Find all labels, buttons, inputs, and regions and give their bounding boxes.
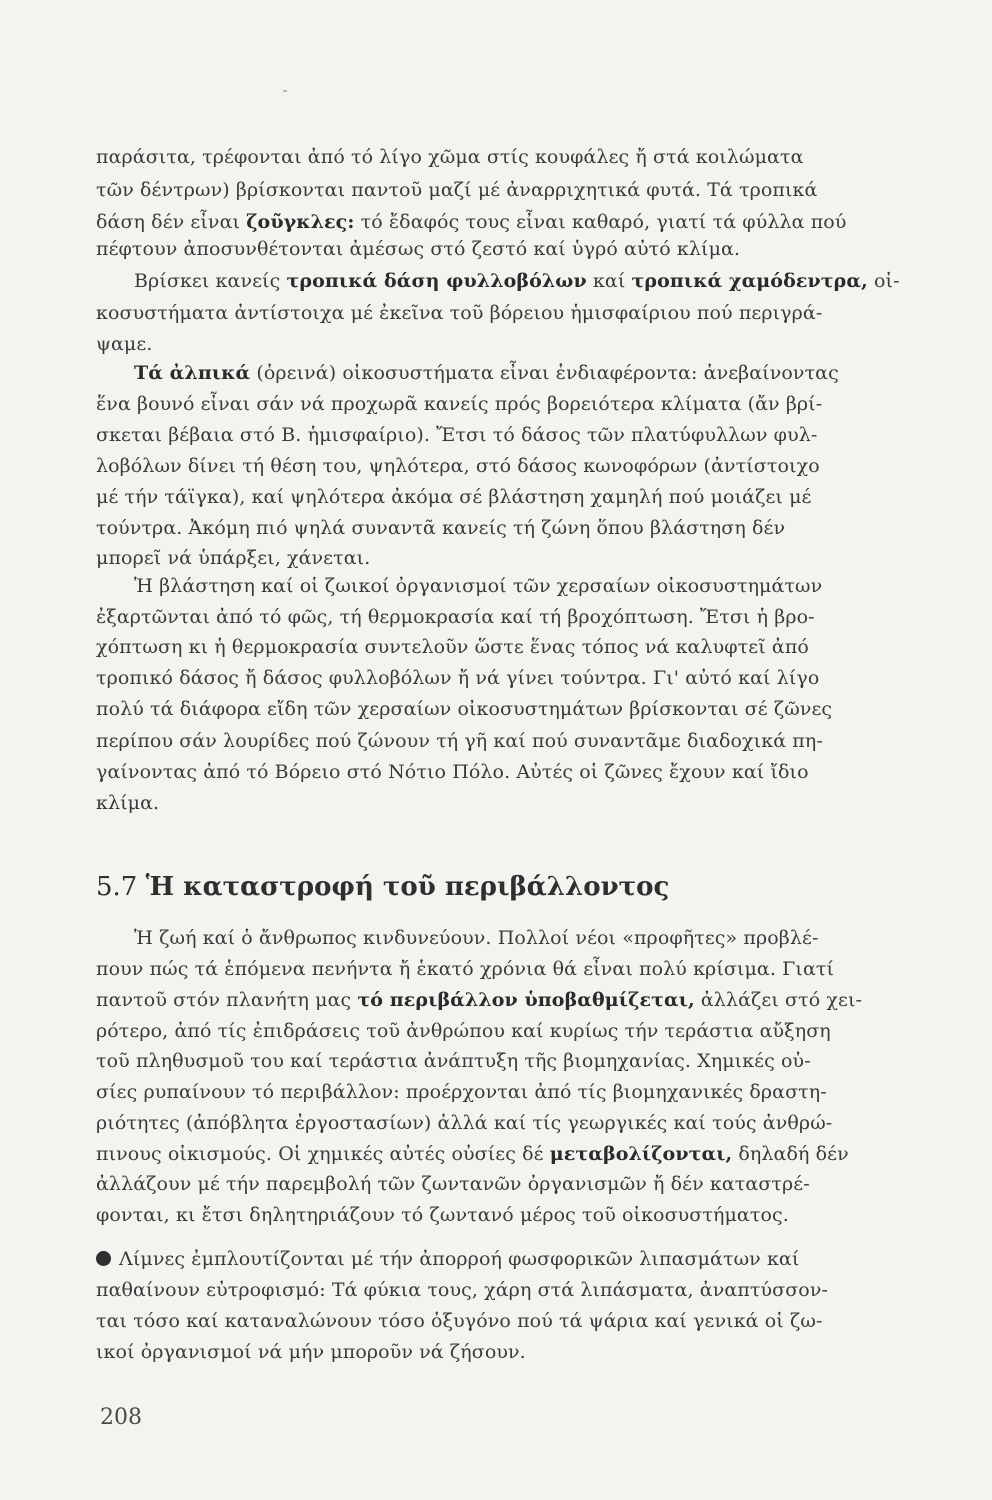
- bold-term: μεταβολίζονται,: [549, 1143, 733, 1165]
- text-line: παράσιτα, τρέφονται ἀπό τό λίγο χῶμα στίς κουφάλες ἤ στά κοιλώματα: [96, 146, 804, 168]
- text-line: τοῦ πληθυσμοῦ του καί τεράστια ἀνάπτυξη τῆς βιομηχανίας. Χημικές οὐ-: [96, 1050, 811, 1072]
- text-line: ἀλλάζουν μέ τήν παρεμβολή τῶν ζωντανῶν ὀργανισμῶν ἤ δέν καταστρέ-: [96, 1173, 810, 1195]
- text-line: Ἡ βλάστηση καί οἱ ζωικοί ὀργανισμοί τῶν χερσαίων οἰκοσυστημάτων: [134, 575, 823, 597]
- text-line: μέ τήν τάϊγκα), καί ψηλότερα ἀκόμα σέ βλάστηση χαμηλή πού μοιάζει μέ: [96, 486, 812, 508]
- text-line: φονται, κι ἔτσι δηλητηριάζουν τό ζωντανό μέρος τοῦ οἰκοσυστήματος.: [96, 1204, 789, 1226]
- text-line: ψαμε.: [96, 333, 153, 355]
- text-line: ται τόσο καί καταναλώνουν τόσο ὀξυγόνο πού τά ψάρια καί γενικά οἱ ζω-: [96, 1310, 823, 1332]
- section-title: Ἡ καταστροφή τοῦ περιβάλλοντος: [145, 872, 670, 902]
- text-line: τῶν δέντρων) βρίσκονται παντοῦ μαζί μέ ἀναρριχητικά φυτά. Τά τροπικά: [96, 179, 818, 201]
- bold-term: Τά ἀλπικά: [134, 362, 251, 384]
- text-line: μπορεῖ νά ὑπάρξει, χάνεται.: [96, 547, 371, 569]
- text-line: ριότητες (ἀπόβλητα ἐργοστασίων) ἀλλά καί τίς γεωργικές καί τούς ἀνθρώ-: [96, 1112, 833, 1134]
- text-line: τροπικό δάσος ἤ δάσος φυλλοβόλων ἤ νά γίνει τούντρα. Γι' αὐτό καί λίγο: [96, 667, 820, 689]
- text-line: πέφτουν ἀποσυνθέτονται ἀμέσως στό ζεστό καί ὑγρό αὐτό κλίμα.: [96, 238, 741, 260]
- bold-term: τό περιβάλλον ὑποβαθμίζεται,: [357, 989, 695, 1011]
- text-line: περίπου σάν λουρίδες πού ζώνουν τή γῆ καί πού συναντᾶμε διαδοχικά πη-: [96, 730, 823, 752]
- text-line: χόπτωση κι ἡ θερμοκρασία συντελοῦν ὥστε ἕνας τόπος νά καλυφτεῖ ἀπό: [96, 636, 809, 658]
- text-line: παντοῦ στόν πλανήτη μας τό περιβάλλον ὑποβαθμίζεται, ἀλλάζει στό χει-: [96, 989, 863, 1011]
- text-line: Τά ἀλπικά (ὀρεινά) οἰκοσυστήματα εἶναι ἐνδιαφέροντα: ἀνεβαίνοντας: [134, 362, 839, 384]
- text-line: Ἡ ζωή καί ὁ ἄνθρωπος κινδυνεύουν. Πολλοί νέοι «προφῆτες» προβλέ-: [134, 927, 819, 949]
- section-heading: [96, 870, 669, 904]
- bullet-item: Λίμνες ἐμπλουτίζονται μέ τήν ἀπορροή φωσφορικῶν λιπασμάτων καί: [96, 1246, 898, 1272]
- text-line: πουν πώς τά ἑπόμενα πενήντα ἤ ἑκατό χρόνια θά εἶναι πολύ κρίσιμα. Γιατί: [96, 958, 835, 980]
- text-line: γαίνοντας ἀπό τό Βόρειο στό Νότιο Πόλο. Αὐτές οἱ ζῶνες ἔχουν καί ἴδιο: [96, 761, 809, 783]
- text-line: ἐξαρτῶνται ἀπό τό φῶς, τή θερμοκρασία καί τή βροχόπτωση. Ἔτσι ἡ βρο-: [96, 606, 815, 628]
- text-line: πολύ τά διάφορα εἴδη τῶν χερσαίων οἰκοσυστημάτων βρίσκονται σέ ζῶνες: [96, 698, 833, 720]
- text-line: παθαίνουν εὐτροφισμό: Τά φύκια τους, χάρη στά λιπάσματα, ἀναπτύσσον-: [96, 1279, 829, 1301]
- text-line: κοσυστήματα ἀντίστοιχα μέ ἐκεῖνα τοῦ βόρειου ἡμισφαίριου πού περιγρά-: [96, 302, 823, 324]
- text-line: λοβόλων δίνει τή θέση του, ψηλότερα, στό δάσος κωνοφόρων (ἀντίστοιχο: [96, 455, 820, 477]
- page-number: 208: [100, 1405, 142, 1430]
- text-line: δάση δέν εἶναι ζοῦγκλες: τό ἔδαφός τους εἶναι καθαρό, γιατί τά φύλλα πού: [96, 211, 847, 233]
- bullet-icon: [96, 1251, 111, 1266]
- text-line: ἕνα βουνό εἶναι σάν νά προχωρᾶ κανείς πρός βορειότερα κλίματα (ἄν βρί-: [96, 393, 823, 415]
- text-line: Βρίσκει κανείς τροπικά δάση φυλλοβόλων καί τροπικά χαμόδεντρα, οἰ-: [134, 270, 900, 292]
- text-line: σκεται βέβαια στό Β. ἡμισφαίριο). Ἔτσι τό δάσος τῶν πλατύφυλλων φυλ-: [96, 424, 818, 446]
- bold-term: τροπικά χαμόδεντρα,: [631, 270, 868, 292]
- text-line: ρότερο, ἀπό τίς ἐπιδράσεις τοῦ ἀνθρώπου καί κυρίως τήν τεράστια αὔξηση: [96, 1020, 831, 1042]
- section-number: 5.7: [96, 872, 138, 902]
- bold-term: τροπικά δάση φυλλοβόλων: [286, 270, 587, 292]
- text-line: πινους οἰκισμούς. Οἱ χημικές αὐτές οὐσίες δέ μεταβολίζονται, δηλαδή δέν: [96, 1143, 849, 1165]
- scan-mark: [283, 90, 287, 92]
- text-line: τούντρα. Ἀκόμη πιό ψηλά συναντᾶ κανείς τή ζώνη ὅπου βλάστηση δέν: [96, 517, 786, 539]
- text-line: σίες ρυπαίνουν τό περιβάλλον: προέρχονται ἀπό τίς βιομηχανικές δραστη-: [96, 1081, 827, 1103]
- text-line: κλίμα.: [96, 792, 160, 814]
- bold-term: ζοῦγκλες:: [246, 211, 355, 233]
- text-line: ικοί ὀργανισμοί νά μήν μποροῦν νά ζήσουν.: [96, 1341, 526, 1363]
